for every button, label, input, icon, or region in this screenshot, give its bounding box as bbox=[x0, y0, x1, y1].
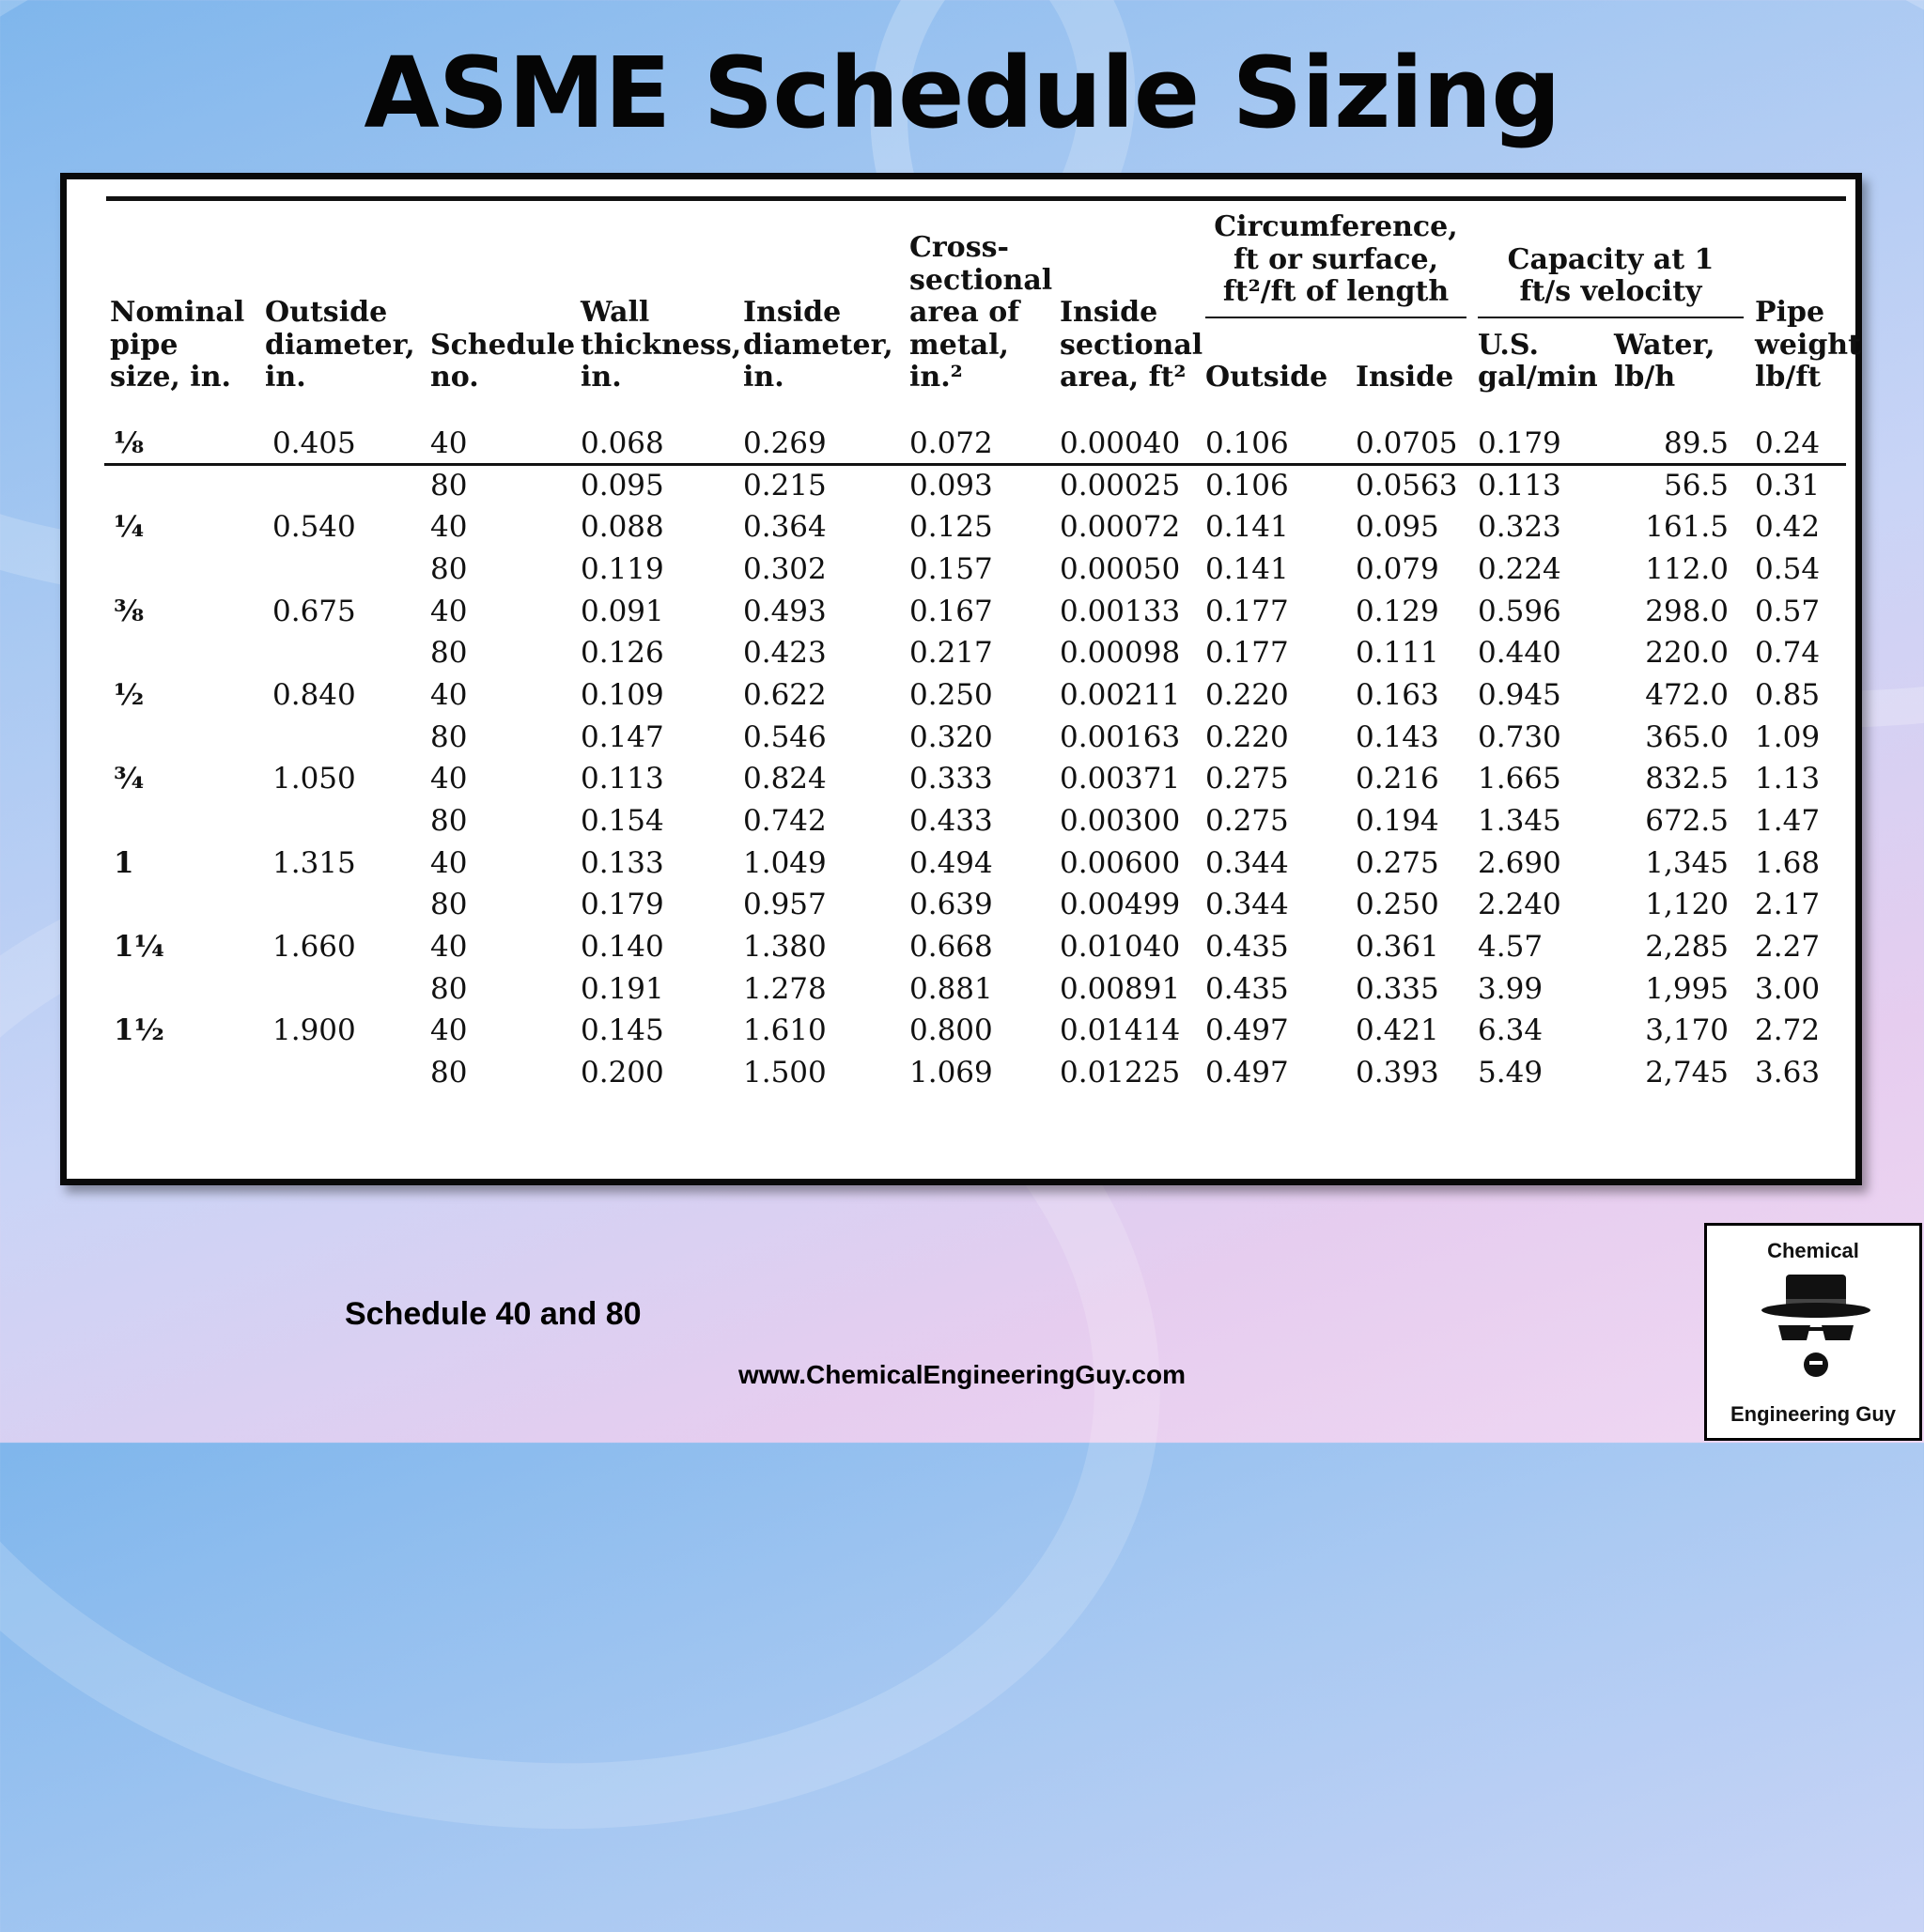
cell-cap-water: 472.0 bbox=[1645, 677, 1730, 712]
cell-metal-area: 0.668 bbox=[909, 930, 993, 965]
cell-circ-inside: 0.361 bbox=[1356, 930, 1439, 965]
cell-cap-gal: 5.49 bbox=[1478, 1056, 1544, 1090]
cell-schedule: 40 bbox=[430, 510, 468, 545]
header-capacity-label: Capacity at 1 ft/s velocity bbox=[1478, 244, 1744, 318]
cell-outside-diameter bbox=[259, 716, 425, 758]
cell-cap-water: 161.5 bbox=[1645, 510, 1730, 545]
cell-nominal-size: ⅛ bbox=[114, 425, 145, 460]
cell-cap-water: 2,745 bbox=[1645, 1056, 1730, 1090]
cell-inside-diameter: 1.500 bbox=[743, 1056, 827, 1090]
cell-inside-area: 0.00371 bbox=[1060, 762, 1181, 796]
slide-subtitle: Schedule 40 and 80 bbox=[345, 1296, 642, 1332]
cell-nominal-size bbox=[104, 549, 259, 591]
cell-circ-inside: 0.275 bbox=[1356, 845, 1439, 880]
hat-glasses-icon bbox=[1760, 1273, 1872, 1385]
cell-metal-area: 0.157 bbox=[909, 551, 993, 586]
cell-circ-inside: 0.111 bbox=[1356, 636, 1439, 671]
cell-cap-gal: 0.596 bbox=[1478, 594, 1561, 628]
cell-inside-diameter: 0.423 bbox=[743, 636, 827, 671]
table-row bbox=[104, 506, 1850, 549]
cell-circ-outside: 0.220 bbox=[1205, 719, 1289, 754]
cell-schedule: 40 bbox=[430, 762, 468, 796]
cell-metal-area: 0.333 bbox=[909, 762, 993, 796]
cell-cap-gal: 4.57 bbox=[1478, 930, 1544, 965]
cell-inside-diameter: 0.957 bbox=[743, 888, 827, 922]
cell-metal-area: 0.125 bbox=[909, 510, 993, 545]
table-row bbox=[104, 549, 1850, 591]
cell-schedule: 80 bbox=[430, 468, 468, 502]
table-row bbox=[104, 926, 1850, 968]
cell-metal-area: 0.494 bbox=[909, 845, 993, 880]
pipe-schedule-table-panel bbox=[60, 173, 1862, 1185]
cell-cap-gal: 0.945 bbox=[1478, 677, 1561, 712]
cell-cap-water: 298.0 bbox=[1645, 594, 1730, 628]
cell-metal-area: 0.639 bbox=[909, 888, 993, 922]
cell-wall-thickness: 0.113 bbox=[581, 762, 664, 796]
cell-wall-thickness: 0.133 bbox=[581, 845, 664, 880]
cell-nominal-size bbox=[104, 1052, 259, 1094]
cell-cap-water: 365.0 bbox=[1645, 719, 1730, 754]
header-cap-gal: U.S. gal/min bbox=[1478, 328, 1598, 394]
header-wall-thickness: Wall thickness, in. bbox=[581, 296, 742, 394]
cell-pipe-weight: 0.85 bbox=[1755, 677, 1821, 712]
cell-cap-gal: 1.665 bbox=[1478, 762, 1561, 796]
table-row bbox=[104, 716, 1850, 758]
cell-wall-thickness: 0.119 bbox=[581, 551, 664, 586]
cell-wall-thickness: 0.145 bbox=[581, 1013, 664, 1048]
cell-circ-inside: 0.250 bbox=[1356, 888, 1439, 922]
cell-cap-gal: 3.99 bbox=[1478, 971, 1544, 1006]
cell-circ-outside: 0.275 bbox=[1205, 804, 1289, 839]
cell-wall-thickness: 0.154 bbox=[581, 804, 664, 839]
cell-wall-thickness: 0.179 bbox=[581, 888, 664, 922]
cell-schedule: 40 bbox=[430, 845, 468, 880]
cell-cap-gal: 0.323 bbox=[1478, 510, 1561, 545]
cell-inside-area: 0.00600 bbox=[1060, 845, 1181, 880]
cell-inside-diameter: 0.215 bbox=[743, 468, 827, 502]
cell-metal-area: 0.072 bbox=[909, 425, 993, 460]
cell-wall-thickness: 0.200 bbox=[581, 1056, 664, 1090]
cell-circ-inside: 0.335 bbox=[1356, 971, 1439, 1006]
cell-metal-area: 0.320 bbox=[909, 719, 993, 754]
cell-cap-gal: 2.690 bbox=[1478, 845, 1561, 880]
cell-cap-gal: 2.240 bbox=[1478, 888, 1561, 922]
cell-schedule: 40 bbox=[430, 1013, 468, 1048]
cell-cap-water: 3,170 bbox=[1645, 1013, 1730, 1048]
cell-nominal-size: ¾ bbox=[114, 762, 145, 796]
cell-schedule: 80 bbox=[430, 1056, 468, 1090]
cell-nominal-size: 1¼ bbox=[114, 930, 164, 965]
cell-inside-diameter: 0.622 bbox=[743, 677, 827, 712]
cell-circ-outside: 0.106 bbox=[1205, 425, 1289, 460]
header-circ-outside: Outside bbox=[1205, 361, 1328, 394]
cell-nominal-size bbox=[104, 632, 259, 674]
table-row bbox=[104, 758, 1850, 800]
cell-circ-inside: 0.0563 bbox=[1356, 468, 1458, 502]
cell-metal-area: 0.167 bbox=[909, 594, 993, 628]
cell-nominal-size bbox=[104, 464, 259, 506]
cell-metal-area: 0.881 bbox=[909, 971, 993, 1006]
cell-circ-outside: 0.106 bbox=[1205, 468, 1289, 502]
cell-cap-water: 220.0 bbox=[1645, 636, 1730, 671]
cell-wall-thickness: 0.091 bbox=[581, 594, 664, 628]
cell-schedule: 80 bbox=[430, 971, 468, 1006]
cell-pipe-weight: 1.68 bbox=[1755, 845, 1821, 880]
cell-circ-inside: 0.0705 bbox=[1356, 425, 1458, 460]
cell-inside-area: 0.00050 bbox=[1060, 551, 1181, 586]
cell-cap-water: 112.0 bbox=[1645, 551, 1730, 586]
cell-cap-gal: 1.345 bbox=[1478, 804, 1561, 839]
cell-cap-water: 1,345 bbox=[1645, 845, 1730, 880]
cell-inside-diameter: 0.493 bbox=[743, 594, 827, 628]
header-inside-diameter: Inside diameter, in. bbox=[743, 296, 893, 394]
cell-circ-outside: 0.177 bbox=[1205, 594, 1289, 628]
cell-circ-outside: 0.497 bbox=[1205, 1056, 1289, 1090]
table-row bbox=[104, 884, 1850, 926]
cell-schedule: 80 bbox=[430, 551, 468, 586]
cell-outside-diameter: 0.540 bbox=[272, 510, 356, 545]
page-title: ASME Schedule Sizing bbox=[364, 36, 1560, 150]
cell-nominal-size bbox=[104, 884, 259, 926]
cell-outside-diameter: 0.675 bbox=[272, 594, 356, 628]
cell-cap-gal: 0.730 bbox=[1478, 719, 1561, 754]
header-capacity-group bbox=[1472, 208, 1749, 324]
cell-circ-outside: 0.141 bbox=[1205, 510, 1289, 545]
cell-outside-diameter: 1.315 bbox=[272, 845, 356, 880]
cell-inside-area: 0.00098 bbox=[1060, 636, 1181, 671]
cell-pipe-weight: 1.09 bbox=[1755, 719, 1821, 754]
cell-schedule: 80 bbox=[430, 888, 468, 922]
header-nominal-size: Nominal pipe size, in. bbox=[110, 296, 245, 394]
cell-schedule: 80 bbox=[430, 719, 468, 754]
header-circumference-label: Circumference, ft or surface, ft²/ft of length bbox=[1205, 211, 1466, 318]
cell-pipe-weight: 3.63 bbox=[1755, 1056, 1821, 1090]
cell-pipe-weight: 2.17 bbox=[1755, 888, 1821, 922]
cell-metal-area: 0.250 bbox=[909, 677, 993, 712]
cell-pipe-weight: 3.00 bbox=[1755, 971, 1821, 1006]
cell-cap-gal: 6.34 bbox=[1478, 1013, 1544, 1048]
cell-circ-outside: 0.435 bbox=[1205, 971, 1289, 1006]
cell-inside-diameter: 0.742 bbox=[743, 804, 827, 839]
cell-inside-area: 0.00025 bbox=[1060, 468, 1181, 502]
cell-wall-thickness: 0.068 bbox=[581, 425, 664, 460]
cell-outside-diameter bbox=[259, 632, 425, 674]
cell-nominal-size: ¼ bbox=[114, 510, 145, 545]
table-row bbox=[104, 800, 1850, 842]
cell-pipe-weight: 0.31 bbox=[1755, 468, 1821, 502]
cell-cap-water: 1,995 bbox=[1645, 971, 1730, 1006]
table-row bbox=[104, 674, 1850, 717]
cell-wall-thickness: 0.140 bbox=[581, 930, 664, 965]
cell-inside-diameter: 1.049 bbox=[743, 845, 827, 880]
cell-circ-outside: 0.344 bbox=[1205, 888, 1289, 922]
cell-wall-thickness: 0.147 bbox=[581, 719, 664, 754]
cell-inside-diameter: 0.364 bbox=[743, 510, 827, 545]
cell-nominal-size: 1½ bbox=[114, 1013, 164, 1048]
cell-inside-area: 0.00072 bbox=[1060, 510, 1181, 545]
cell-inside-area: 0.00040 bbox=[1060, 425, 1181, 460]
header-schedule: Schedule no. bbox=[430, 328, 576, 394]
cell-wall-thickness: 0.126 bbox=[581, 636, 664, 671]
cell-circ-inside: 0.095 bbox=[1356, 510, 1439, 545]
cell-circ-outside: 0.344 bbox=[1205, 845, 1289, 880]
cell-nominal-size: ½ bbox=[114, 677, 145, 712]
cell-nominal-size: ⅜ bbox=[114, 594, 145, 628]
cell-outside-diameter bbox=[259, 884, 425, 926]
cell-pipe-weight: 1.47 bbox=[1755, 804, 1821, 839]
cell-circ-inside: 0.163 bbox=[1356, 677, 1439, 712]
cell-metal-area: 0.093 bbox=[909, 468, 993, 502]
cell-pipe-weight: 1.13 bbox=[1755, 762, 1821, 796]
cell-nominal-size bbox=[104, 716, 259, 758]
header-circumference-group bbox=[1200, 208, 1472, 324]
cell-inside-area: 0.01225 bbox=[1060, 1056, 1181, 1090]
cell-circ-inside: 0.129 bbox=[1356, 594, 1439, 628]
table-row bbox=[104, 464, 1850, 506]
cell-metal-area: 0.433 bbox=[909, 804, 993, 839]
cell-inside-diameter: 0.546 bbox=[743, 719, 827, 754]
cell-wall-thickness: 0.095 bbox=[581, 468, 664, 502]
cell-inside-area: 0.00499 bbox=[1060, 888, 1181, 922]
table-row bbox=[104, 1010, 1850, 1052]
cell-schedule: 40 bbox=[430, 594, 468, 628]
cell-outside-diameter bbox=[259, 1052, 425, 1094]
cell-pipe-weight: 0.54 bbox=[1755, 551, 1821, 586]
cell-circ-inside: 0.393 bbox=[1356, 1056, 1439, 1090]
table-top-rule bbox=[106, 196, 1846, 201]
cell-inside-area: 0.00300 bbox=[1060, 804, 1181, 839]
cell-circ-outside: 0.141 bbox=[1205, 551, 1289, 586]
logo-line-2: Engineering Guy bbox=[1730, 1402, 1897, 1426]
cell-circ-outside: 0.435 bbox=[1205, 930, 1289, 965]
cell-schedule: 80 bbox=[430, 636, 468, 671]
cell-inside-area: 0.00133 bbox=[1060, 594, 1181, 628]
cell-pipe-weight: 0.57 bbox=[1755, 594, 1821, 628]
cell-inside-area: 0.00891 bbox=[1060, 971, 1181, 1006]
table-row bbox=[104, 967, 1850, 1010]
header-cross-sectional-area: Cross-sectional area of metal, in.² bbox=[909, 231, 1053, 394]
cell-wall-thickness: 0.088 bbox=[581, 510, 664, 545]
cell-inside-area: 0.01414 bbox=[1060, 1013, 1181, 1048]
cell-nominal-size: 1 bbox=[114, 845, 134, 880]
cell-cap-water: 672.5 bbox=[1645, 804, 1730, 839]
header-circ-inside: Inside bbox=[1356, 361, 1454, 394]
cell-circ-inside: 0.079 bbox=[1356, 551, 1439, 586]
cell-schedule: 40 bbox=[430, 425, 468, 460]
logo bbox=[1704, 1223, 1922, 1441]
cell-cap-water: 832.5 bbox=[1645, 762, 1730, 796]
table-row bbox=[104, 590, 1850, 632]
cell-circ-outside: 0.177 bbox=[1205, 636, 1289, 671]
cell-pipe-weight: 0.42 bbox=[1755, 510, 1821, 545]
cell-circ-outside: 0.275 bbox=[1205, 762, 1289, 796]
cell-cap-water: 2,285 bbox=[1645, 930, 1730, 965]
cell-metal-area: 0.217 bbox=[909, 636, 993, 671]
cell-inside-diameter: 0.824 bbox=[743, 762, 827, 796]
cell-pipe-weight: 0.74 bbox=[1755, 636, 1821, 671]
cell-pipe-weight: 2.27 bbox=[1755, 930, 1821, 965]
cell-cap-gal: 0.179 bbox=[1478, 425, 1561, 460]
cell-cap-water: 1,120 bbox=[1645, 888, 1730, 922]
cell-inside-diameter: 1.278 bbox=[743, 971, 827, 1006]
table-row bbox=[104, 406, 1850, 465]
cell-outside-diameter bbox=[259, 800, 425, 842]
cell-wall-thickness: 0.109 bbox=[581, 677, 664, 712]
table-row bbox=[104, 842, 1850, 884]
table-row bbox=[104, 1052, 1850, 1094]
website-url: www.ChemicalEngineeringGuy.com bbox=[737, 1360, 1187, 1389]
cell-outside-diameter bbox=[259, 464, 425, 506]
cell-outside-diameter: 1.660 bbox=[272, 930, 356, 965]
cell-inside-diameter: 1.380 bbox=[743, 930, 827, 965]
cell-circ-outside: 0.497 bbox=[1205, 1013, 1289, 1048]
cell-cap-water: 56.5 bbox=[1663, 468, 1730, 502]
cell-outside-diameter bbox=[259, 967, 425, 1010]
header-pipe-weight: Pipe weight lb/ft bbox=[1755, 296, 1861, 394]
cell-inside-area: 0.01040 bbox=[1060, 930, 1181, 965]
cell-circ-inside: 0.143 bbox=[1356, 719, 1439, 754]
cell-metal-area: 0.800 bbox=[909, 1013, 993, 1048]
cell-wall-thickness: 0.191 bbox=[581, 971, 664, 1006]
cell-outside-diameter: 1.050 bbox=[272, 762, 356, 796]
table-row bbox=[104, 632, 1850, 674]
cell-cap-gal: 0.440 bbox=[1478, 636, 1561, 671]
cell-schedule: 40 bbox=[430, 930, 468, 965]
cell-schedule: 40 bbox=[430, 677, 468, 712]
cell-inside-diameter: 1.610 bbox=[743, 1013, 827, 1048]
logo-line-1: Chemical bbox=[1767, 1239, 1859, 1262]
cell-circ-inside: 0.194 bbox=[1356, 804, 1439, 839]
header-cap-water: Water, lb/h bbox=[1614, 328, 1715, 394]
cell-inside-area: 0.00211 bbox=[1060, 677, 1181, 712]
cell-outside-diameter: 1.900 bbox=[272, 1013, 356, 1048]
pipe-schedule-table bbox=[104, 208, 1861, 1094]
header-outside-diameter: Outside diameter, in. bbox=[265, 296, 415, 394]
cell-inside-area: 0.00163 bbox=[1060, 719, 1181, 754]
cell-cap-water: 89.5 bbox=[1663, 425, 1730, 460]
cell-outside-diameter: 0.405 bbox=[272, 425, 356, 460]
cell-cap-gal: 0.224 bbox=[1478, 551, 1561, 586]
cell-outside-diameter bbox=[259, 549, 425, 591]
cell-cap-gal: 0.113 bbox=[1478, 468, 1561, 502]
cell-circ-inside: 0.421 bbox=[1356, 1013, 1439, 1048]
cell-nominal-size bbox=[104, 800, 259, 842]
cell-circ-inside: 0.216 bbox=[1356, 762, 1439, 796]
cell-outside-diameter: 0.840 bbox=[272, 677, 356, 712]
header-inside-sectional-area: Inside sectional area, ft² bbox=[1060, 296, 1203, 394]
cell-schedule: 80 bbox=[430, 804, 468, 839]
cell-nominal-size bbox=[104, 967, 259, 1010]
cell-pipe-weight: 2.72 bbox=[1755, 1013, 1821, 1048]
cell-pipe-weight: 0.24 bbox=[1755, 425, 1821, 460]
cell-inside-diameter: 0.302 bbox=[743, 551, 827, 586]
cell-inside-diameter: 0.269 bbox=[743, 425, 827, 460]
cell-metal-area: 1.069 bbox=[909, 1056, 993, 1090]
cell-circ-outside: 0.220 bbox=[1205, 677, 1289, 712]
